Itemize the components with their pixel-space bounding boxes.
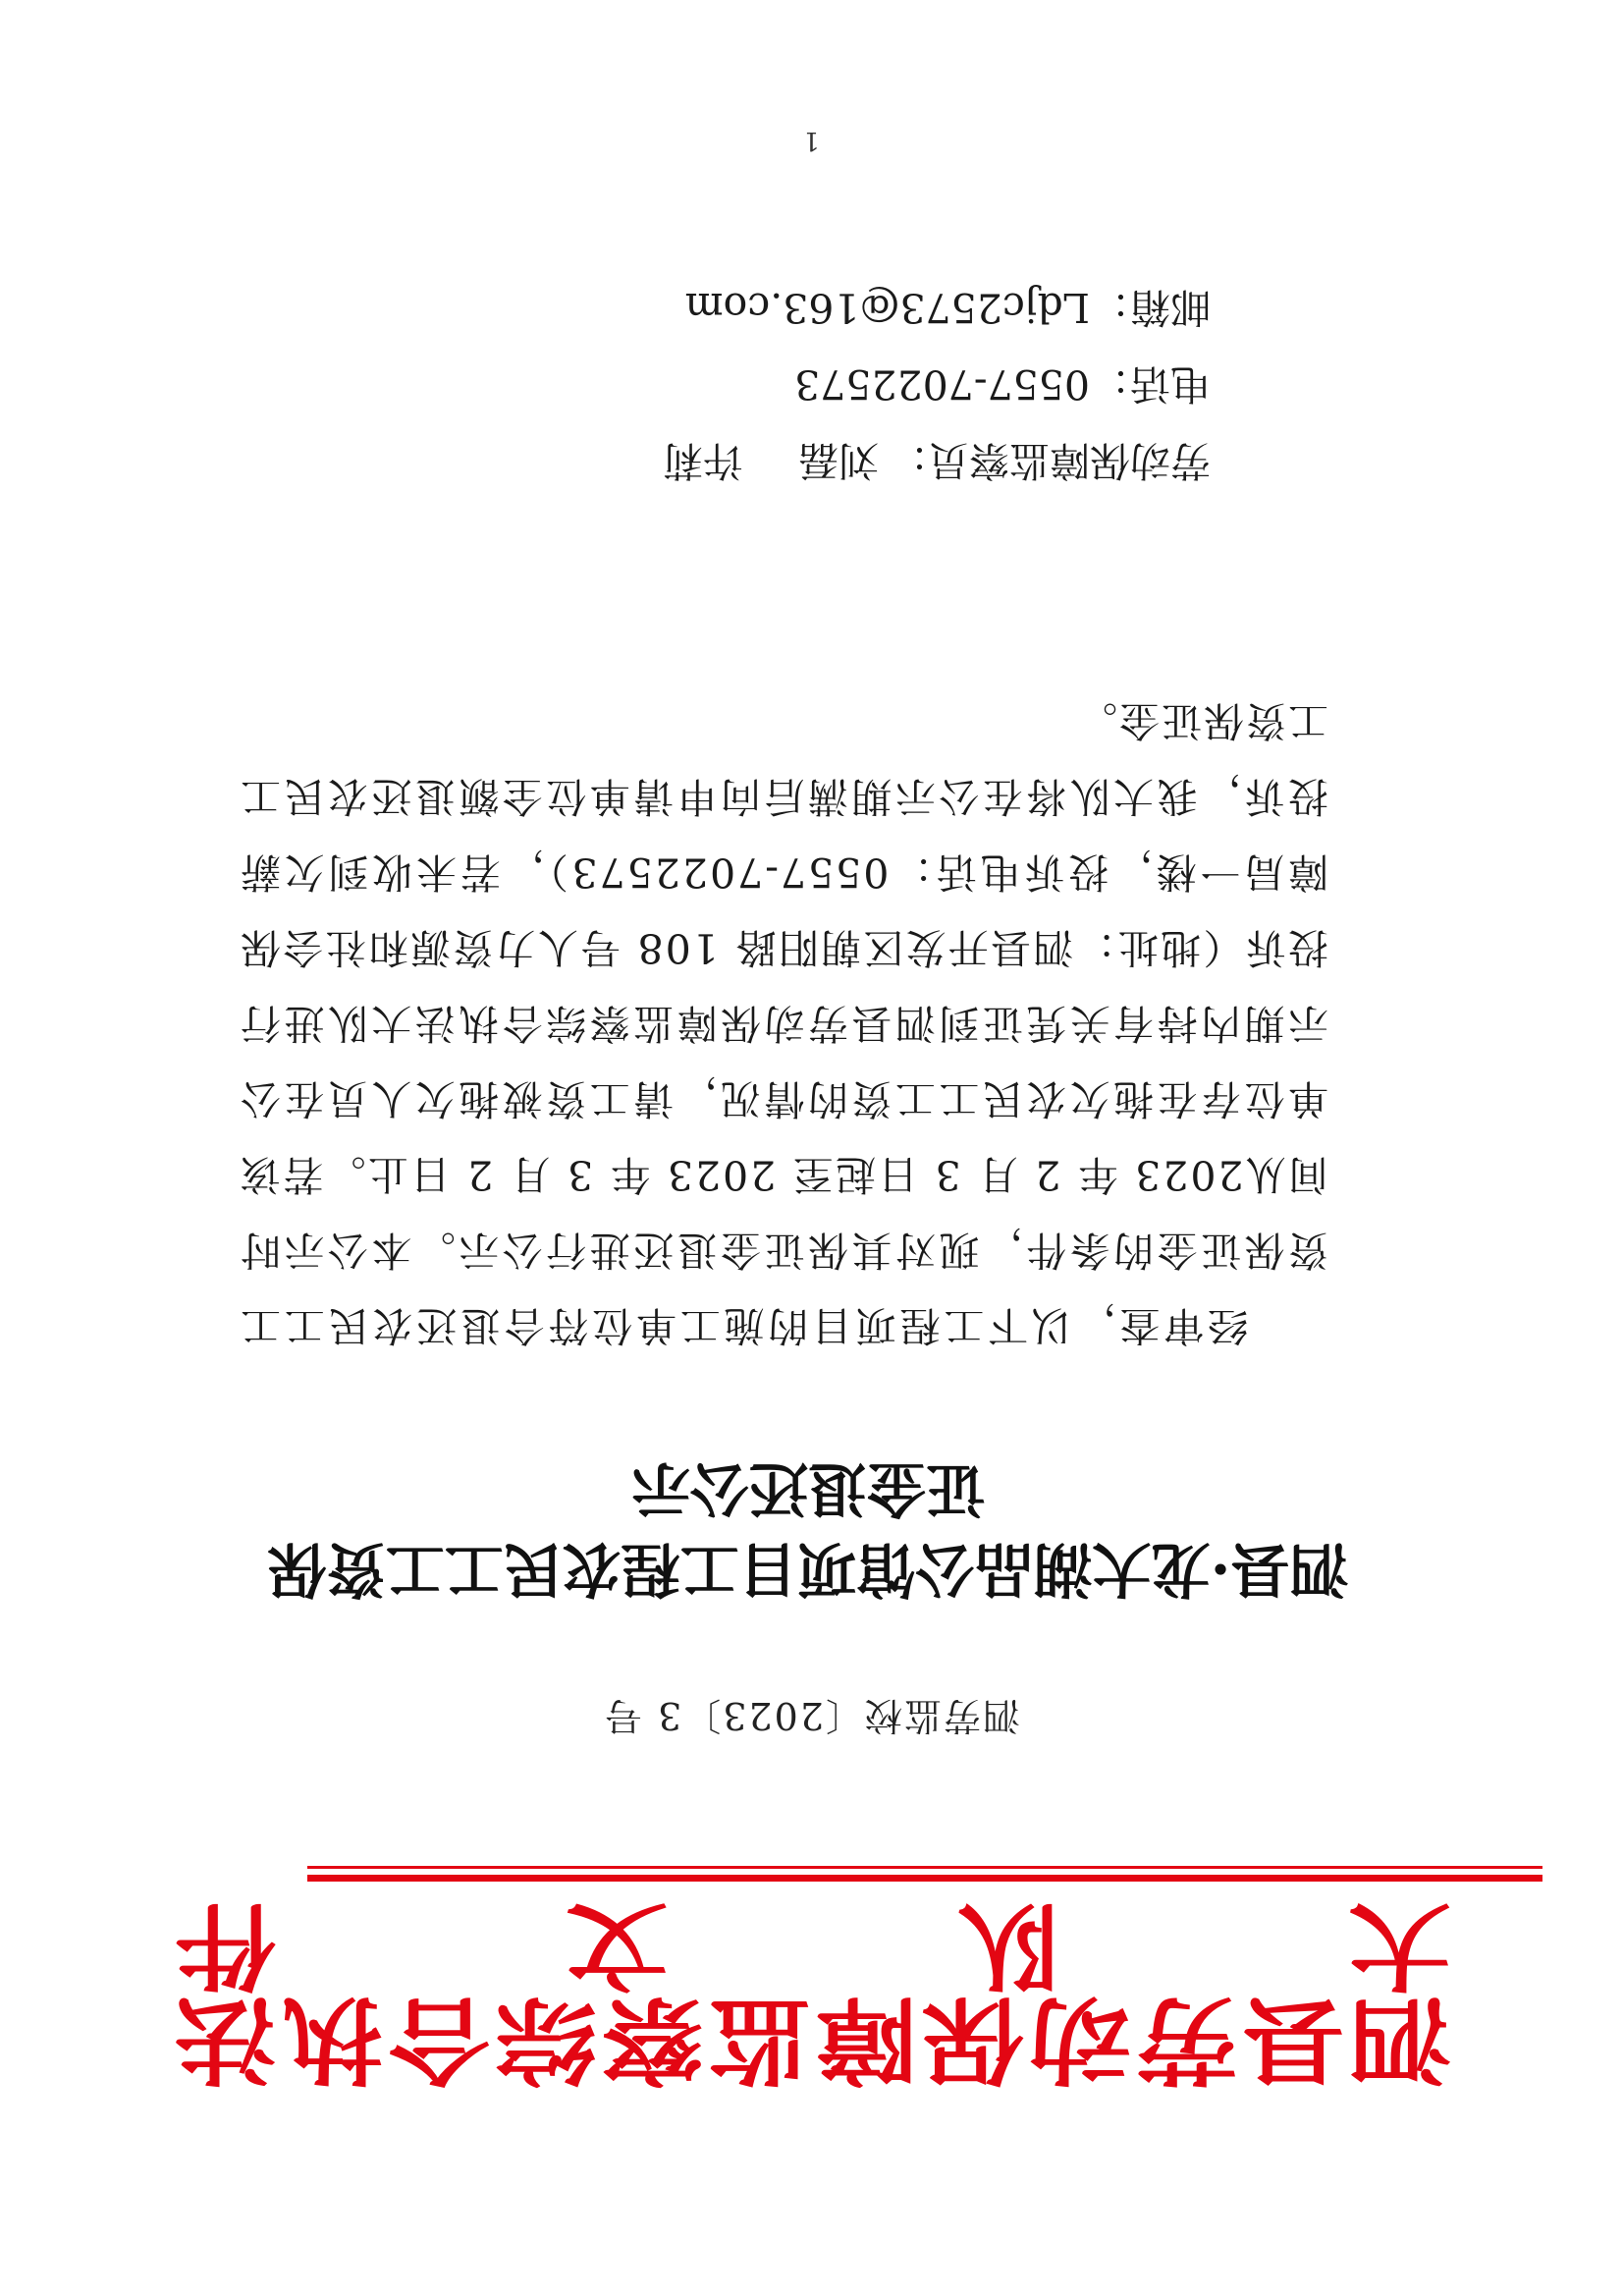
notice-title <box>219 1448 1397 1609</box>
phone-label: 电话： <box>1090 360 1211 408</box>
inspectors-label: 劳动保障监察员： <box>889 437 1211 484</box>
notice-title-line-2: 证金退还公示 <box>631 1453 985 1522</box>
inspectors-row <box>131 422 1211 499</box>
contact-block <box>131 269 1211 499</box>
notice-body: 经审查，以下工程项目的施工单位符合退还农民工工资保证金的条件，现对其保证金退还进行公示。本公示时间从2023 年 2 月 3 日起至 2023 年 3 月 2 日止。若该单位存在拖欠农民工工资的情况，请工资被拖欠人员在公示期内持有关凭证到泗县劳动保障监察综合执法大队进行投诉（地址：泗县开发区朝阳路 108 号人力资源和社会保障局一楼，投诉电话：0557-7022573），若未收到欠薪投诉，我大队将在公示期满后向申请单位全额退还农民工工资保证金。 <box>239 697 1328 1349</box>
notice-title-line-1: 泗县·龙大湖品公馆项目工程农民工工资保 <box>267 1534 1349 1603</box>
inspector-name-2: 许莉 <box>663 437 743 484</box>
red-rule-thick <box>307 1875 1542 1882</box>
phone-row <box>131 346 1211 422</box>
email-row <box>131 269 1211 346</box>
email-label: 邮箱： <box>1090 284 1211 331</box>
letterhead-red-rule <box>307 1866 1542 1882</box>
document-number: 泗劳监校〔2023〕3 号 <box>603 1694 1020 1737</box>
red-rule-thin <box>307 1866 1542 1869</box>
inspector-name-1: 刘磊 <box>798 437 879 484</box>
phone-number: 0557-7022573 <box>794 360 1090 408</box>
page-number: 1 <box>803 126 820 155</box>
email-address: Ldjc2573@163.com <box>684 284 1090 331</box>
letterhead-title: 泗县劳动保障监察综合执法大队文件 <box>175 1890 1451 2096</box>
